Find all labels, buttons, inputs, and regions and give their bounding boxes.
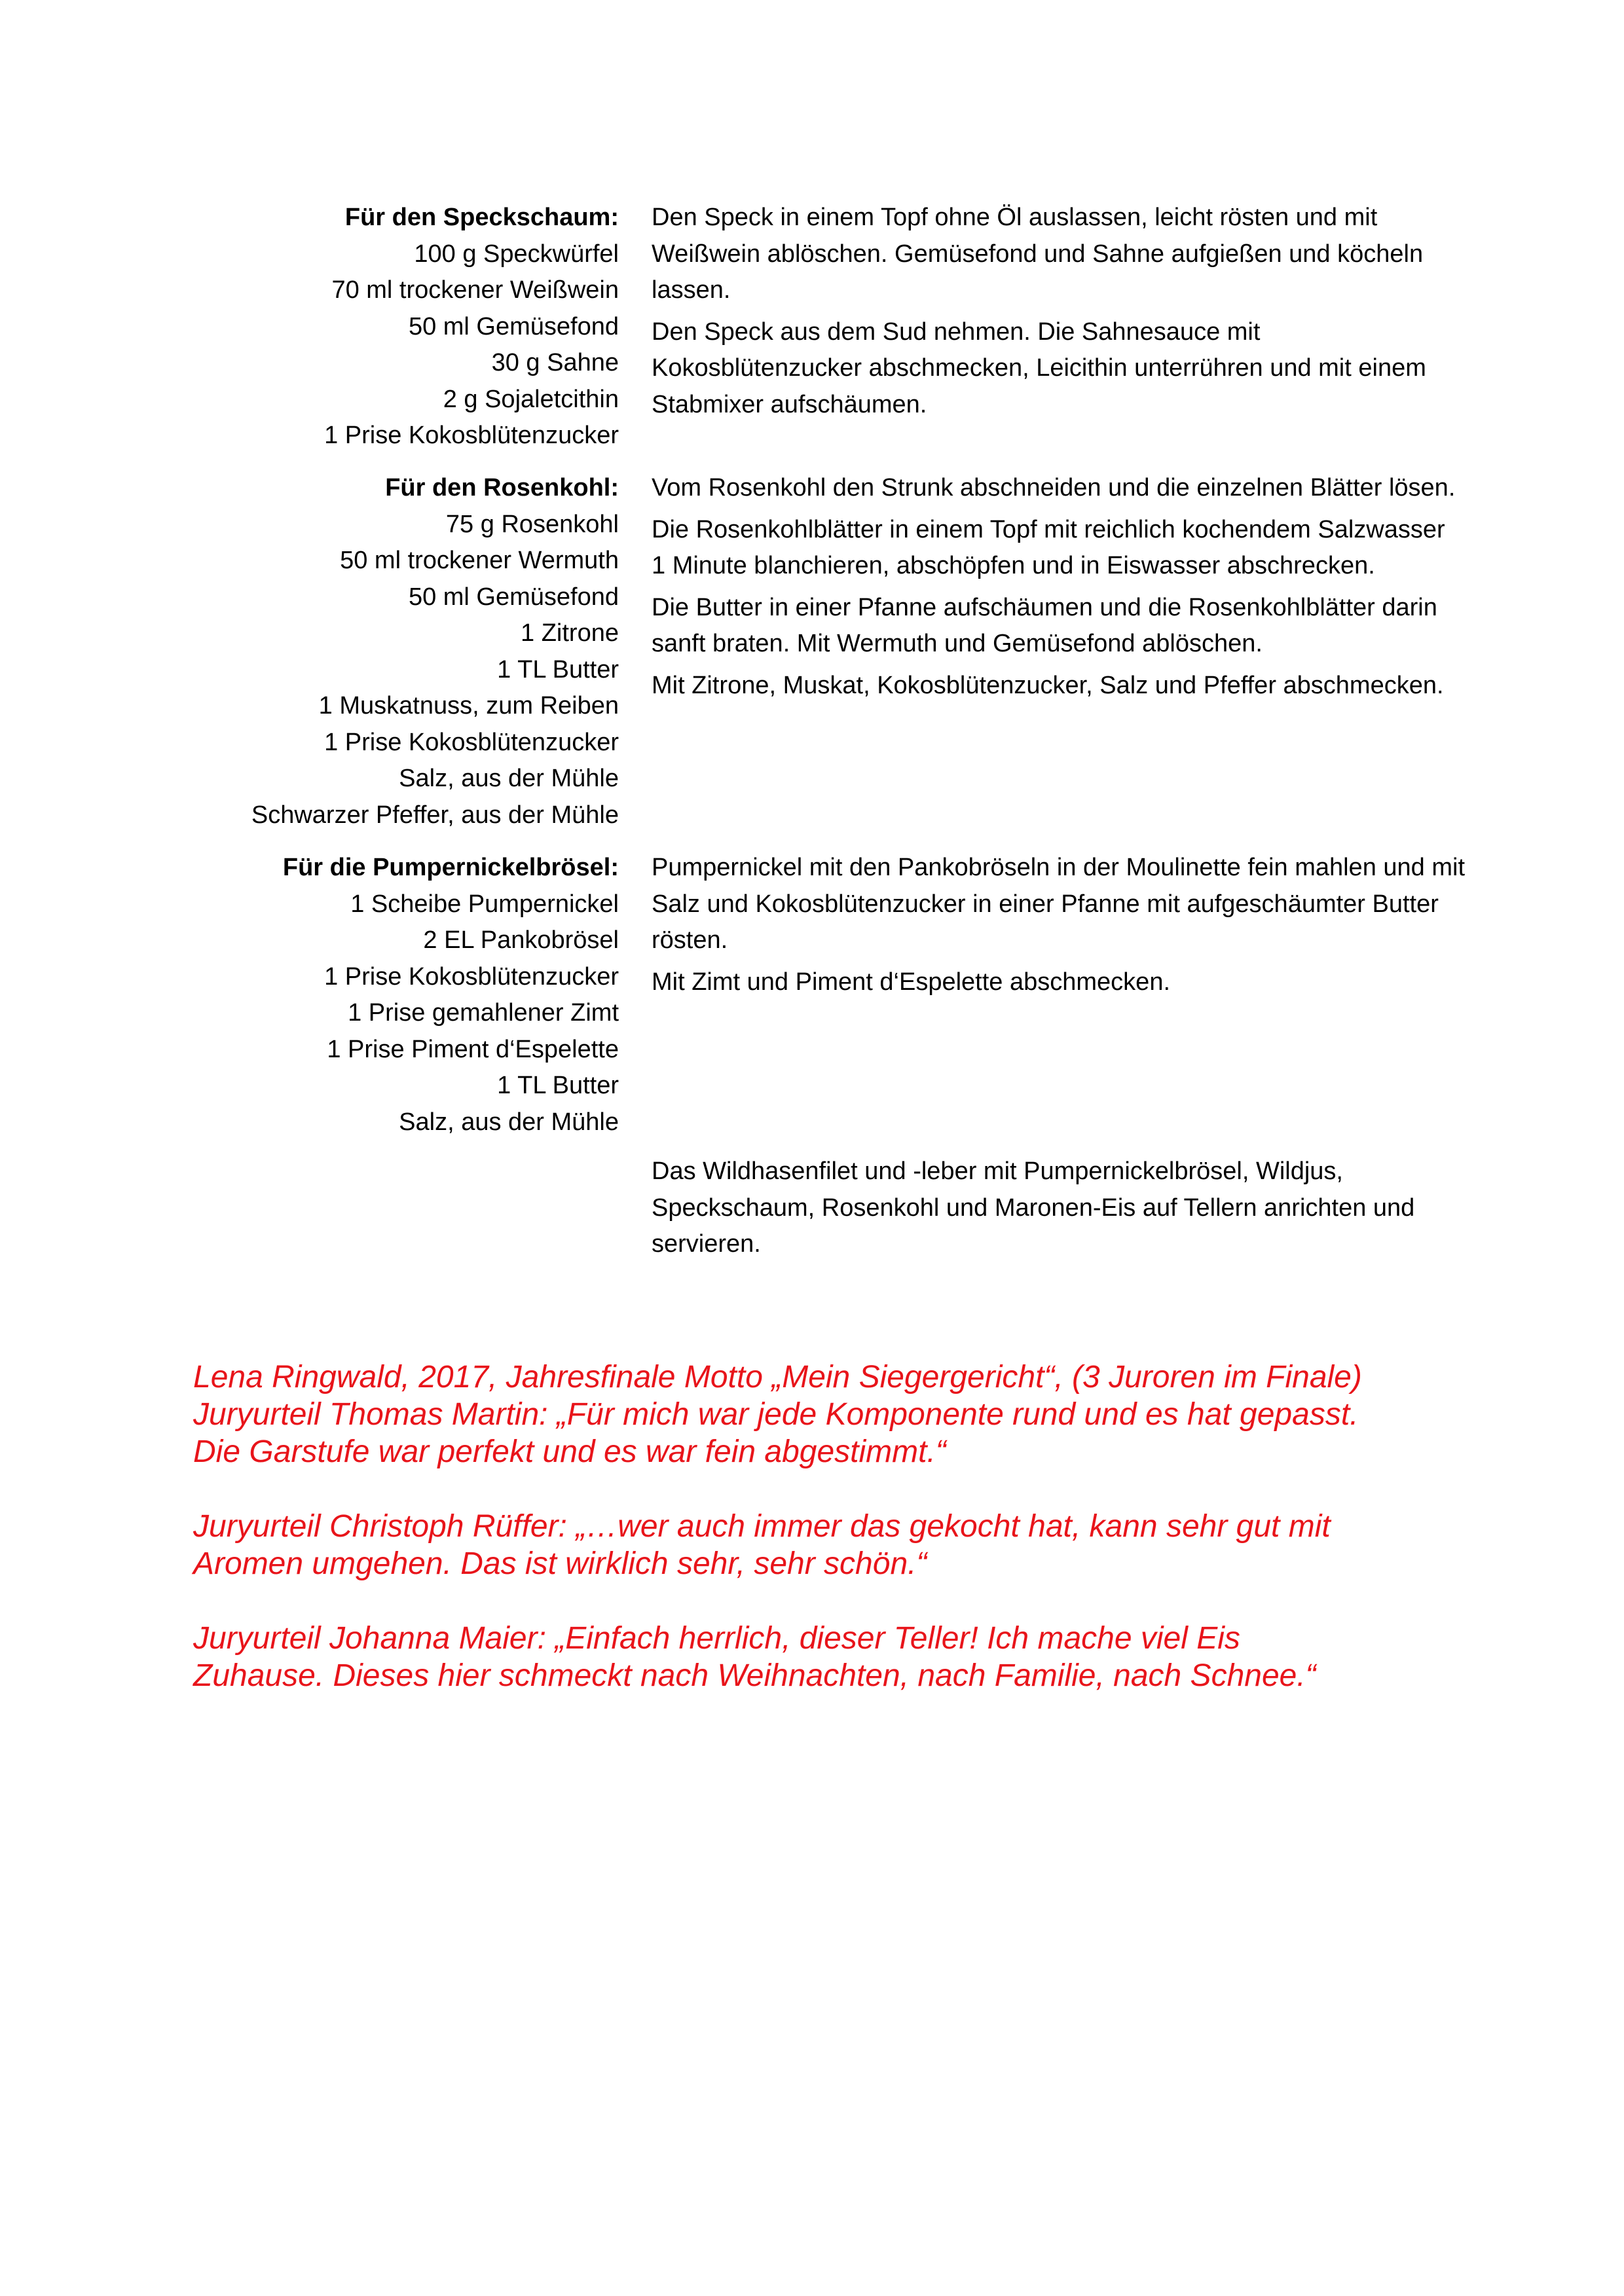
ingredient: 1 TL Butter	[497, 1072, 619, 1099]
step-line: Mit Zitrone, Muskat, Kokosblütenzucker, Salz und Pfeffer abschmecken.	[652, 671, 1444, 699]
section-heading: Für den Speckschaum:	[344, 204, 619, 231]
step-line: Stabmixer aufschäumen.	[652, 390, 927, 418]
ingredient: 1 Prise gemahlener Zimt	[348, 999, 619, 1027]
ingredient: 100 g Speckwürfel	[414, 240, 619, 268]
ingredient: 1 Prise Kokosblütenzucker	[324, 962, 619, 991]
jury-line: Juryurteil Christoph Rüffer: „…wer auch immer das gekocht hat, kann sehr gut mit	[193, 1509, 1331, 1544]
ingredient: 50 ml trockener Wermuth	[340, 547, 619, 574]
jury-paragraph	[193, 1358, 1503, 1470]
step-line: Vom Rosenkohl den Strunk abschneiden und die einzelnen Blätter lösen.	[652, 474, 1456, 501]
ingredient: 1 Muskatnuss, zum Reiben	[318, 692, 619, 720]
ingredient: 2 EL Pankobrösel	[423, 926, 619, 954]
step	[652, 668, 1568, 704]
step	[652, 200, 1568, 309]
jury-line: Lena Ringwald, 2017, Jahresfinale Motto „Mein Siegergericht“, (3 Juroren im Finale)	[193, 1360, 1362, 1394]
step	[652, 850, 1568, 959]
step	[652, 1154, 1568, 1263]
ingredient: 1 TL Butter	[497, 655, 619, 683]
step	[652, 512, 1568, 585]
serving-text	[652, 1154, 1568, 1268]
ingredient: 30 g Sahne	[491, 349, 619, 376]
step	[652, 590, 1568, 663]
step	[652, 470, 1568, 507]
step-line: 1 Minute blanchieren, abschöpfen und in Eiswasser abschrecken.	[652, 552, 1375, 579]
ingredient: 70 ml trockener Weißwein	[331, 276, 619, 304]
ingredient-list	[160, 850, 619, 1140]
jury-line: Juryurteil Thomas Martin: „Für mich war jede Komponente rund und es hat gepasst.	[193, 1397, 1359, 1432]
jury-paragraph	[193, 1508, 1503, 1582]
step	[652, 964, 1568, 1001]
jury-line: Die Garstufe war perfekt und es war fein abgestimmt.“	[193, 1434, 946, 1469]
section-heading: Für den Rosenkohl:	[385, 474, 619, 501]
step-line: Die Rosenkohlblätter in einem Topf mit reichlich kochendem Salzwasser	[652, 515, 1445, 543]
step-line: Salz und Kokosblütenzucker in einer Pfanne mit aufgeschäumter Butter	[652, 890, 1439, 918]
step-line: Mit Zimt und Piment d‘Espelette abschmecken.	[652, 968, 1171, 996]
ingredient: 50 ml Gemüsefond	[408, 583, 619, 611]
section-heading: Für die Pumpernickelbrösel:	[282, 854, 619, 881]
jury-line: Aromen umgehen. Das ist wirklich sehr, sehr schön.“	[193, 1546, 927, 1581]
step-line: Speckschaum, Rosenkohl und Maronen-Eis auf Tellern anrichten und	[652, 1194, 1415, 1222]
step-list	[652, 850, 1568, 1006]
step-line: Pumpernickel mit den Pankobröseln in der Moulinette fein mahlen und mit	[652, 854, 1465, 881]
jury-line: Juryurteil Johanna Maier: „Einfach herrlich, dieser Teller! Ich mache viel Eis	[193, 1621, 1240, 1656]
ingredient: Salz, aus der Mühle	[399, 1108, 619, 1136]
step-list	[652, 200, 1568, 428]
step	[652, 314, 1568, 424]
step-line: Kokosblütenzucker abschmecken, Leicithin unterrühren und mit einem	[652, 354, 1426, 382]
ingredient: 75 g Rosenkohl	[445, 510, 619, 538]
step-line: Weißwein ablöschen. Gemüsefond und Sahne aufgießen und köcheln	[652, 240, 1424, 268]
ingredient: 1 Prise Piment d‘Espelette	[327, 1035, 619, 1063]
ingredient: 50 ml Gemüsefond	[408, 312, 619, 340]
step-line: Den Speck aus dem Sud nehmen. Die Sahnesauce mit	[652, 318, 1261, 346]
step-list	[652, 470, 1568, 709]
step-line: sanft braten. Mit Wermuth und Gemüsefond ablöschen.	[652, 630, 1263, 657]
jury-paragraph	[193, 1620, 1503, 1694]
step-line: Das Wildhasenfilet und -leber mit Pumpernickelbrösel, Wildjus,	[652, 1157, 1343, 1185]
step-line: Den Speck in einem Topf ohne Öl auslassen, leicht rösten und mit	[652, 204, 1378, 231]
ingredient: Schwarzer Pfeffer, aus der Mühle	[251, 801, 619, 829]
ingredient: Salz, aus der Mühle	[399, 765, 619, 792]
step-line: lassen.	[652, 276, 731, 304]
ingredient: 1 Zitrone	[521, 619, 619, 647]
ingredient: 1 Prise Kokosblütenzucker	[324, 728, 619, 756]
ingredient: 1 Prise Kokosblütenzucker	[324, 422, 619, 449]
step-line: Die Butter in einer Pfanne aufschäumen und die Rosenkohlblätter darin	[652, 593, 1437, 621]
ingredient-list	[160, 470, 619, 833]
ingredient: 2 g Sojaletcithin	[443, 385, 619, 413]
step-line: rösten.	[652, 926, 728, 954]
ingredient-list	[160, 200, 619, 454]
jury-line: Zuhause. Dieses hier schmeckt nach Weihnachten, nach Familie, nach Schnee.“	[193, 1658, 1316, 1693]
ingredient: 1 Scheibe Pumpernickel	[350, 890, 619, 918]
jury-verdicts	[193, 1358, 1503, 1732]
step-line: servieren.	[652, 1230, 761, 1258]
